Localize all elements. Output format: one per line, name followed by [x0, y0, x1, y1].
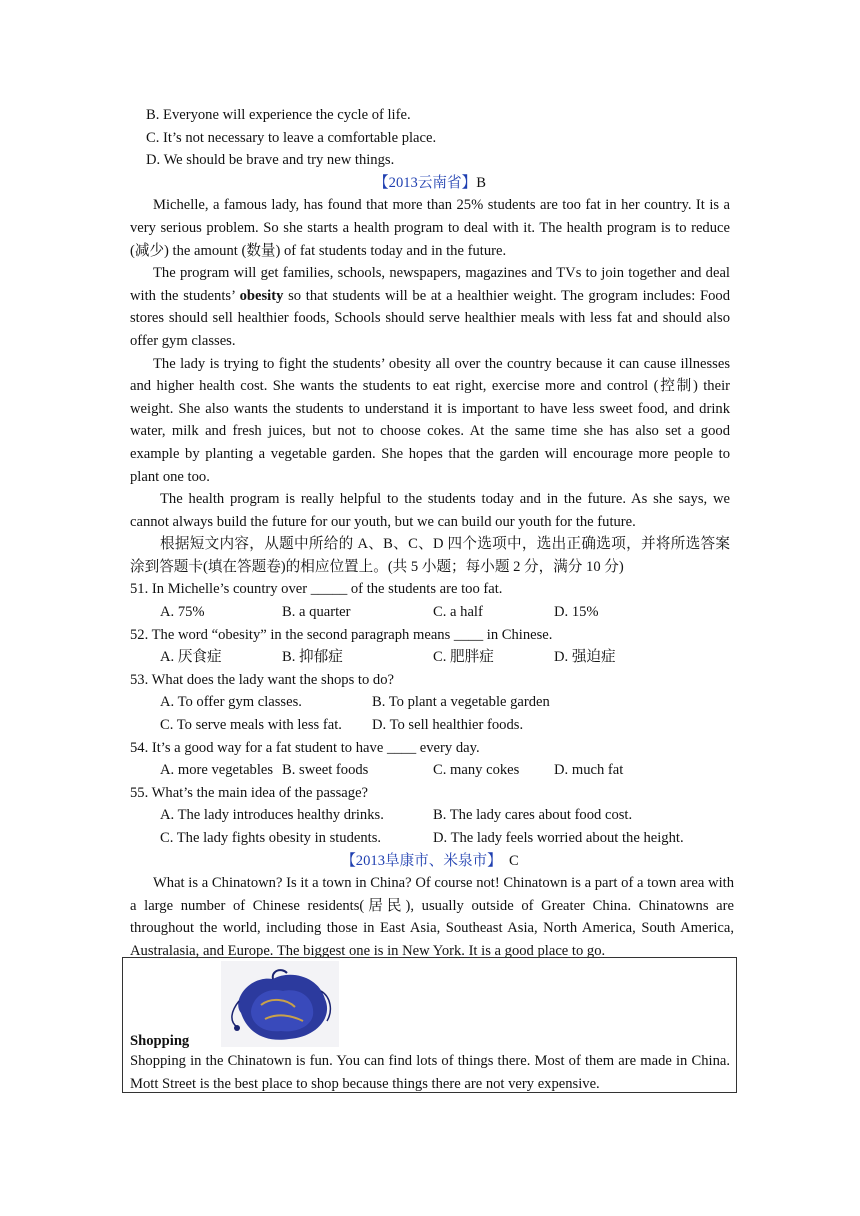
option-a: A. The lady introduces healthy drinks. [160, 807, 384, 824]
question-52: 52. The word “obesity” in the second paragraph means ____ in Chinese. [130, 626, 553, 643]
question-53-options-row-1 [130, 691, 730, 714]
box-heading: Shopping [130, 1033, 190, 1049]
section-c-paragraph-1: What is a Chinatown? Is it a town in China? Of course not! Chinatown is a part of a town area with a large number of Chinese residents(居民), usually outside of Greater China. Chinatowns are throughout the world, including those in East Asia, Southeast Asia, North America, South America, Australasia, and Europe. The biggest one is in New York. It is a good place to go. [130, 875, 734, 959]
option-b: B. To plant a vegetable garden [372, 694, 550, 711]
option-d: D. The lady feels worried about the height. [433, 830, 684, 846]
option-d: D. To sell healthier foods. [372, 717, 524, 734]
question-55: 55. What’s the main idea of the passage? [130, 784, 369, 801]
option-b: B. The lady cares about food cost. [433, 807, 633, 824]
chinese-instructions: 根据短文内容，从题中所给的 A、B、C、D 四个选项中，选出正确选项，并将所选答案涂到答题卡(填在答题卷)的相应位置上。(共 5 小题；每小题 2 分，满分 10 分) [130, 536, 730, 575]
silk-pouch-image [221, 961, 339, 1047]
option-a: A. more vegetables [160, 762, 274, 779]
p2-text-end: so that students will be at a healthier weight. The grogram includes: Food stores should sell healthier foods, Schools should serve healthier meals with less fat and should also offer gym classes. [130, 287, 730, 349]
obesity-word: obesity [239, 287, 284, 304]
question-54-options [130, 759, 730, 782]
document-page [130, 104, 734, 963]
option-b: B. a quarter [282, 604, 351, 621]
option-c: C. The lady fights obesity in students. [160, 830, 382, 846]
section-c-heading [130, 850, 730, 873]
section-b-paragraph-3: The lady is trying to fight the students’ obesity all over the country because it can cause illnesses and higher health cost. She wants the students to eat right, exercise more and control (控制) their weight. She also wants the students to understand it is important to have less sweet food, and drink water, milk and fresh juices, but not to choose cokes. At the same time she has also set a good example by planting a vegetable garden. She hopes that the garden will encourage more people to plant one too. [130, 355, 730, 485]
option-b: B. 抑郁症 [282, 649, 343, 666]
option-c: C. 肥胖症 [433, 649, 494, 666]
option-d: D. 15% [554, 604, 599, 621]
section-b-paragraph-1: Michelle, a famous lady, has found that more than 25% students are too fat in her country. It is a very serious problem. So she starts a health program to deal with it. The health program is to reduce (减少) the amount (数量) of fat students today and in the future. [130, 197, 730, 259]
section-c-source: 【2013阜康市、米泉市】 [341, 852, 502, 869]
question-54: 54. It’s a good way for a fat student to have ____ every day. [130, 739, 480, 756]
top-option-c: C. It’s not necessary to leave a comfortable place. [146, 129, 437, 146]
question-53: 53. What does the lady want the shops to do? [130, 671, 394, 688]
option-b: B. sweet foods [282, 762, 369, 779]
box-text: Shopping in the Chinatown is fun. You can find lots of things there. Most of them are made in China. Mott Street is the best place to shop because things there are not very expensive. [130, 1053, 730, 1092]
section-b-letter: B [476, 174, 486, 191]
p2-text-start: The program will get families, schools, newspapers, magazines and TVs to join together and deal with the students’ [130, 265, 730, 304]
question-55-options-row-1 [130, 804, 730, 827]
top-option-d: D. We should be brave and try new things. [146, 152, 395, 169]
question-55-options-row-2 [130, 827, 730, 850]
option-d: D. 强迫症 [554, 649, 616, 666]
section-b-paragraph-4: The health program is really helpful to the students today and in the future. As she says, we cannot always build the future for our youth, but we can build our youth for the future. [130, 491, 730, 530]
question-51: 51. In Michelle’s country over _____ of the students are too fat. [130, 581, 503, 598]
shopping-box [122, 957, 737, 1093]
top-option-b: B. Everyone will experience the cycle of life. [146, 107, 411, 123]
question-52-options [130, 646, 730, 669]
option-c: C. many cokes [433, 762, 520, 779]
option-a: A. 75% [160, 604, 205, 621]
section-b-heading [130, 172, 730, 195]
section-c-letter: C [509, 852, 519, 869]
option-c: C. a half [433, 604, 483, 621]
section-b-source: 【2013云南省】 [374, 174, 477, 191]
question-51-options [130, 601, 730, 624]
section-b-paragraph-2 [130, 262, 730, 352]
option-a: A. 厌食症 [160, 649, 222, 666]
question-53-options-row-2 [130, 714, 730, 737]
option-a: A. To offer gym classes. [160, 694, 302, 711]
option-d: D. much fat [554, 762, 624, 779]
option-c: C. To serve meals with less fat. [160, 717, 342, 734]
